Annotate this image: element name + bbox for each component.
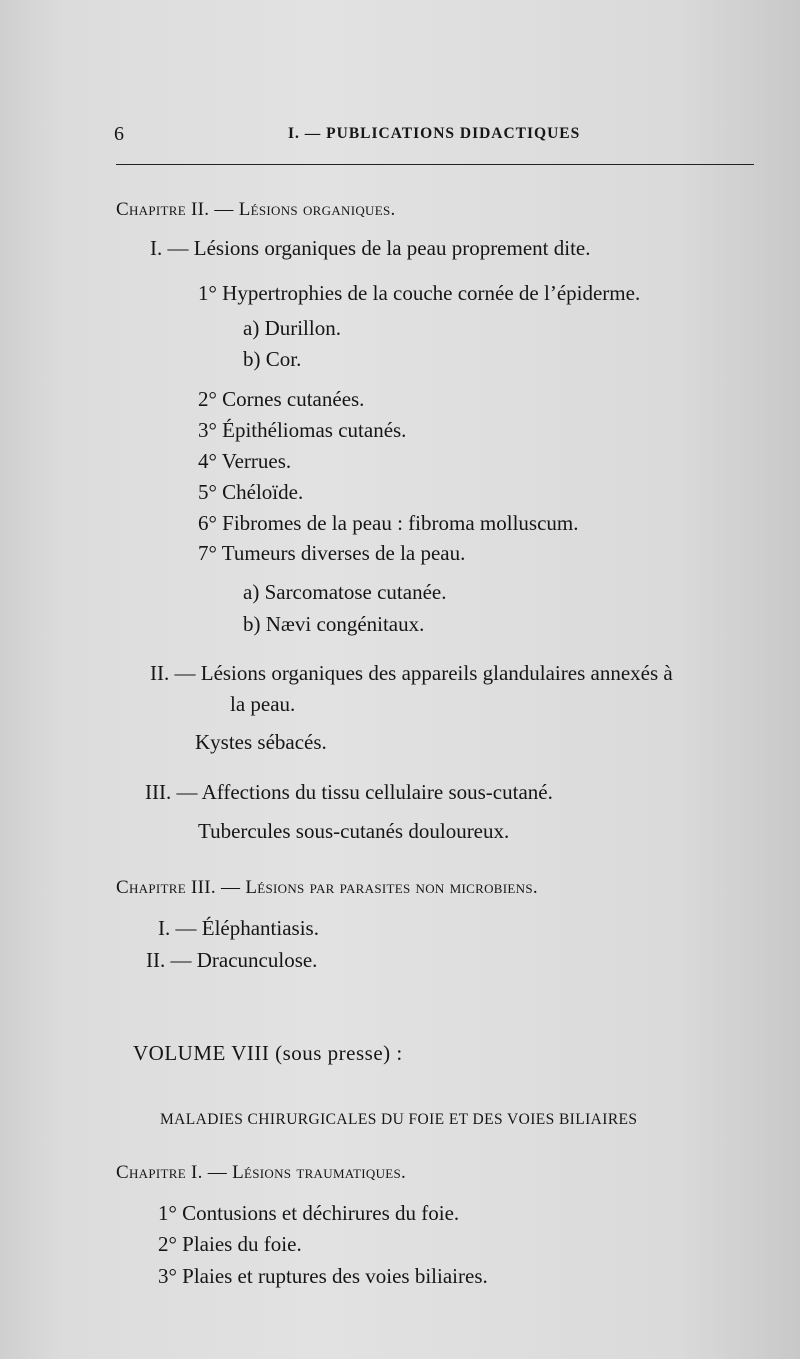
volume-subtitle: MALADIES CHIRURGICALES DU FOIE ET DES VOIES BILIAIRES (160, 1111, 638, 1128)
section-1-title: I. — Lésions organiques de la peau proprement dite. (150, 236, 591, 260)
list-item: b) Nævi congénitaux. (243, 612, 425, 636)
list-item: 4° Verrues. (198, 449, 292, 473)
volume-title: VOLUME VIII (sous presse) : (133, 1041, 403, 1065)
chapter-2-title: Chapitre II. — Lésions organiques. (116, 199, 396, 220)
list-item: 3° Plaies et ruptures des voies biliaires. (158, 1264, 488, 1288)
list-item: 5° Chéloïde. (198, 480, 304, 504)
section-2-title: II. — Lésions organiques des appareils glandulaires annexés à (150, 661, 673, 685)
list-item: 1° Contusions et déchirures du foie. (158, 1201, 460, 1225)
volume-chapter-1-title: Chapitre I. — Lésions traumatiques. (116, 1162, 407, 1183)
list-item: 2° Cornes cutanées. (198, 387, 365, 411)
list-item: 1° Hypertrophies de la couche cornée de l’épiderme. (198, 281, 641, 305)
list-item: 3° Épithéliomas cutanés. (198, 418, 407, 442)
list-item: a) Sarcomatose cutanée. (243, 580, 447, 604)
page-number: 6 (114, 123, 124, 145)
list-item: Tubercules sous-cutanés douloureux. (198, 819, 510, 843)
list-item: Kystes sébacés. (195, 730, 327, 754)
list-item: II. — Dracunculose. (146, 948, 318, 972)
header-rule (116, 164, 754, 165)
section-2-title-continued: la peau. (230, 692, 296, 716)
list-item: I. — Éléphantiasis. (158, 916, 319, 940)
chapter-3-title: Chapitre III. — Lésions par parasites non microbiens. (116, 877, 538, 898)
list-item: b) Cor. (243, 347, 302, 371)
list-item: 2° Plaies du foie. (158, 1232, 302, 1256)
running-title: I. — PUBLICATIONS DIDACTIQUES (288, 125, 581, 142)
list-item: a) Durillon. (243, 316, 341, 340)
list-item: 7° Tumeurs diverses de la peau. (198, 541, 466, 565)
section-3-title: III. — Affections du tissu cellulaire sous-cutané. (145, 780, 553, 804)
list-item: 6° Fibromes de la peau : fibroma molluscum. (198, 511, 579, 535)
